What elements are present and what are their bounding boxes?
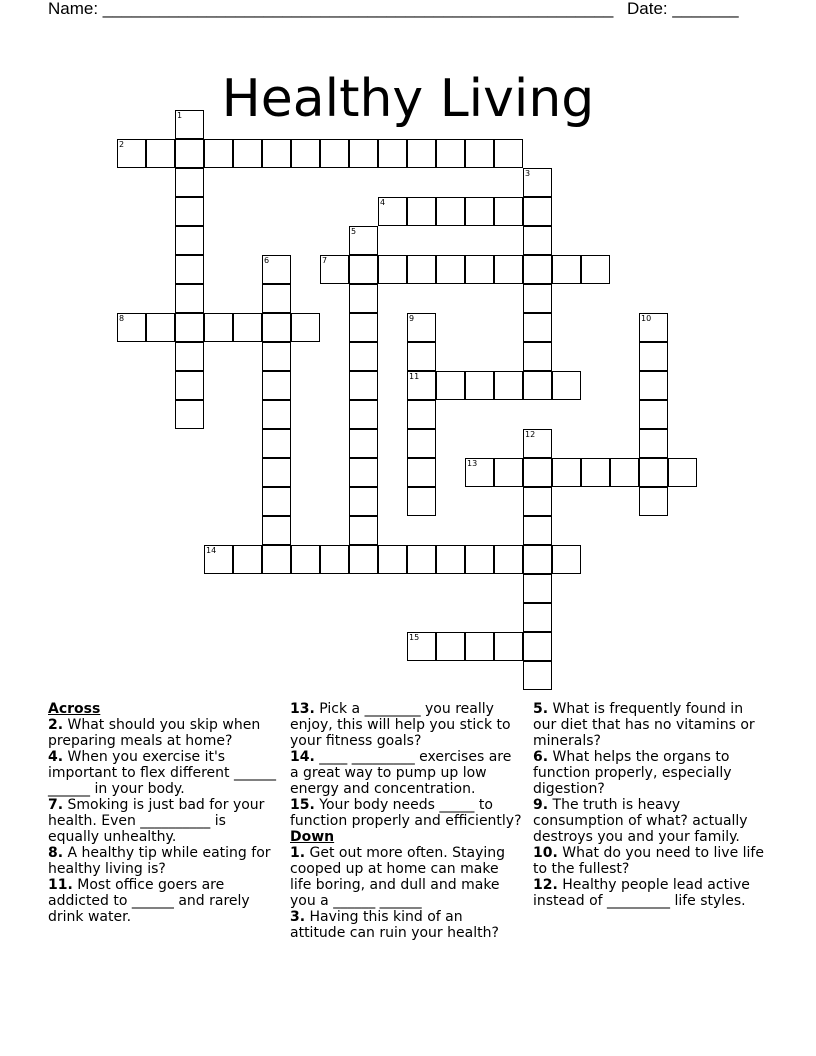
grid-cell[interactable]: [552, 458, 581, 487]
grid-cell[interactable]: [407, 487, 436, 516]
down-heading: Down: [290, 829, 335, 845]
grid-cell[interactable]: [117, 313, 146, 342]
clue-number: 6.: [533, 749, 549, 765]
clue-text: What should you skip when preparing meals at home?: [48, 717, 261, 749]
grid-cell[interactable]: [523, 429, 552, 458]
grid-cell[interactable]: [523, 487, 552, 516]
clue-item: [290, 701, 522, 749]
cell-number: 8: [119, 314, 125, 323]
grid-cell[interactable]: [465, 139, 494, 168]
grid-cell[interactable]: [436, 197, 465, 226]
grid-cell[interactable]: [407, 371, 436, 400]
grid-cell[interactable]: [262, 371, 291, 400]
clue-text: What is frequently found in our diet that has no vitamins or minerals?: [533, 701, 755, 749]
grid-cell[interactable]: [320, 545, 349, 574]
clue-number: 3.: [290, 909, 306, 925]
clue-item: [290, 797, 522, 829]
grid-cell[interactable]: [175, 168, 204, 197]
clue-text: Healthy people lead active instead of _________ life styles.: [533, 877, 750, 909]
grid-cell[interactable]: [349, 400, 378, 429]
cell-number: 10: [641, 314, 652, 323]
grid-cell[interactable]: [175, 255, 204, 284]
clue-item: [533, 749, 765, 797]
grid-cell[interactable]: [349, 342, 378, 371]
clue-text: What helps the organs to function properly, especially digestion?: [533, 749, 732, 797]
grid-cell[interactable]: [175, 313, 204, 342]
grid-cell[interactable]: [436, 139, 465, 168]
cell-number: 13: [467, 459, 478, 468]
grid-cell[interactable]: [349, 313, 378, 342]
grid-cell[interactable]: [523, 255, 552, 284]
clue-number: 15.: [290, 797, 315, 813]
grid-cell[interactable]: [349, 545, 378, 574]
grid-cell[interactable]: [204, 545, 233, 574]
clue-text: Smoking is just bad for your health. Even __________ is equally unhealthy.: [48, 797, 265, 845]
clue-number: 9.: [533, 797, 549, 813]
grid-cell[interactable]: [320, 139, 349, 168]
grid-cell[interactable]: [262, 313, 291, 342]
grid-cell[interactable]: [523, 342, 552, 371]
grid-cell[interactable]: [552, 255, 581, 284]
grid-cell[interactable]: [378, 545, 407, 574]
clue-text: Most office goers are addicted to ______ and rarely drink water.: [48, 877, 250, 925]
grid-cell[interactable]: [262, 516, 291, 545]
clue-number: 10.: [533, 845, 558, 861]
clue-item: [48, 749, 280, 797]
grid-cell[interactable]: [407, 255, 436, 284]
grid-cell[interactable]: [349, 284, 378, 313]
grid-cell[interactable]: [523, 168, 552, 197]
grid-cell[interactable]: [436, 371, 465, 400]
cell-number: 2: [119, 140, 125, 149]
cell-number: 14: [206, 546, 217, 555]
grid-cell[interactable]: [175, 139, 204, 168]
cell-number: 4: [380, 198, 386, 207]
grid-cell[interactable]: [523, 284, 552, 313]
clue-number: 2.: [48, 717, 64, 733]
grid-cell[interactable]: [407, 429, 436, 458]
grid-cell[interactable]: [146, 313, 175, 342]
grid-cell[interactable]: [262, 284, 291, 313]
grid-cell[interactable]: [639, 400, 668, 429]
clue-number: 8.: [48, 845, 64, 861]
grid-cell[interactable]: [465, 458, 494, 487]
grid-cell[interactable]: [262, 487, 291, 516]
grid-cell[interactable]: [262, 139, 291, 168]
grid-cell[interactable]: [349, 226, 378, 255]
puzzle-title: Healthy Living: [221, 68, 595, 129]
grid-cell[interactable]: [175, 400, 204, 429]
grid-cell[interactable]: [204, 313, 233, 342]
grid-cell[interactable]: [436, 632, 465, 661]
grid-cell[interactable]: [523, 603, 552, 632]
grid-cell[interactable]: [378, 197, 407, 226]
grid-cell[interactable]: [233, 139, 262, 168]
cell-number: 6: [264, 256, 270, 265]
grid-cell[interactable]: [262, 400, 291, 429]
clue-item: [533, 701, 765, 749]
grid-cell[interactable]: [407, 545, 436, 574]
grid-cell[interactable]: [465, 545, 494, 574]
grid-cell[interactable]: [494, 632, 523, 661]
grid-cell[interactable]: [204, 139, 233, 168]
grid-cell[interactable]: [494, 371, 523, 400]
grid-cell[interactable]: [523, 545, 552, 574]
clue-text: ____ _________ exercises are a great way to pump up low energy and concentration.: [290, 749, 512, 797]
grid-cell[interactable]: [349, 516, 378, 545]
grid-cell[interactable]: [523, 574, 552, 603]
grid-cell[interactable]: [291, 139, 320, 168]
grid-cell[interactable]: [668, 458, 697, 487]
clue-number: 1.: [290, 845, 306, 861]
grid-cell[interactable]: [639, 458, 668, 487]
clue-column-2: [290, 701, 522, 941]
grid-cell[interactable]: [494, 458, 523, 487]
grid-cell[interactable]: [175, 110, 204, 139]
grid-cell[interactable]: [233, 545, 262, 574]
grid-cell[interactable]: [175, 284, 204, 313]
grid-cell[interactable]: [552, 545, 581, 574]
grid-cell[interactable]: [494, 139, 523, 168]
grid-cell[interactable]: [349, 139, 378, 168]
clue-item: [48, 845, 280, 877]
clue-text: Having this kind of an attitude can ruin your health?: [290, 909, 499, 941]
cell-number: 11: [409, 372, 420, 381]
cell-number: 12: [525, 430, 536, 439]
clue-number: 11.: [48, 877, 73, 893]
cell-number: 3: [525, 169, 531, 178]
cell-number: 1: [177, 111, 183, 120]
grid-cell[interactable]: [349, 371, 378, 400]
across-heading: Across: [48, 701, 101, 717]
grid-cell[interactable]: [523, 661, 552, 690]
grid-cell[interactable]: [291, 313, 320, 342]
cell-number: 5: [351, 227, 357, 236]
grid-cell[interactable]: [523, 632, 552, 661]
grid-cell[interactable]: [639, 313, 668, 342]
grid-cell[interactable]: [378, 139, 407, 168]
grid-cell[interactable]: [523, 197, 552, 226]
clue-text: The truth is heavy consumption of what? actually destroys you and your family.: [533, 797, 748, 845]
grid-cell[interactable]: [523, 226, 552, 255]
grid-cell[interactable]: [349, 429, 378, 458]
grid-cell[interactable]: [349, 255, 378, 284]
grid-cell[interactable]: [378, 255, 407, 284]
grid-cell[interactable]: [262, 458, 291, 487]
grid-cell[interactable]: [146, 139, 175, 168]
grid-cell[interactable]: [175, 197, 204, 226]
clue-number: 7.: [48, 797, 64, 813]
grid-cell[interactable]: [639, 342, 668, 371]
grid-cell[interactable]: [436, 545, 465, 574]
clue-text: Get out more often. Staying cooped up at home can make life boring, and dull and make you a ______ ______: [290, 845, 506, 909]
grid-cell[interactable]: [407, 313, 436, 342]
grid-cell[interactable]: [610, 458, 639, 487]
grid-cell[interactable]: [639, 429, 668, 458]
clue-number: 12.: [533, 877, 558, 893]
grid-cell[interactable]: [523, 516, 552, 545]
grid-cell[interactable]: [465, 255, 494, 284]
grid-cell[interactable]: [436, 255, 465, 284]
clue-item: [48, 797, 280, 845]
clue-number: 5.: [533, 701, 549, 717]
clue-column-1: [48, 701, 280, 925]
clue-item: [290, 749, 522, 797]
grid-cell[interactable]: [494, 545, 523, 574]
grid-cell[interactable]: [262, 429, 291, 458]
clue-item: [48, 877, 280, 925]
grid-cell[interactable]: [639, 371, 668, 400]
clue-item: [533, 797, 765, 845]
grid-cell[interactable]: [407, 458, 436, 487]
grid-cell[interactable]: [262, 255, 291, 284]
clue-text: A healthy tip while eating for healthy living is?: [48, 845, 271, 877]
grid-cell[interactable]: [465, 197, 494, 226]
grid-cell[interactable]: [117, 139, 146, 168]
grid-cell[interactable]: [494, 255, 523, 284]
clue-text: What do you need to live life to the fullest?: [533, 845, 764, 877]
grid-cell[interactable]: [407, 400, 436, 429]
grid-cell[interactable]: [175, 226, 204, 255]
name-field-label: Name: ______________________________________________________: [48, 0, 614, 18]
grid-cell[interactable]: [262, 342, 291, 371]
clue-text: Your body needs _____ to function properly and efficiently?: [290, 797, 522, 829]
clue-number: 13.: [290, 701, 315, 717]
clue-column-3: [533, 701, 765, 909]
grid-cell[interactable]: [581, 255, 610, 284]
grid-cell[interactable]: [523, 458, 552, 487]
grid-cell[interactable]: [349, 458, 378, 487]
grid-cell[interactable]: [175, 371, 204, 400]
clue-text: When you exercise it's important to flex different ______ ______ in your body.: [48, 749, 276, 797]
cell-number: 9: [409, 314, 415, 323]
clue-text: Pick a ________ you really enjoy, this will help you stick to your fitness goals?: [290, 701, 511, 749]
grid-cell[interactable]: [552, 371, 581, 400]
clue-item: [533, 845, 765, 877]
grid-cell[interactable]: [233, 313, 262, 342]
grid-cell[interactable]: [494, 197, 523, 226]
grid-cell[interactable]: [581, 458, 610, 487]
grid-cell[interactable]: [465, 371, 494, 400]
clue-item: [533, 877, 765, 909]
cell-number: 7: [322, 256, 328, 265]
grid-cell[interactable]: [407, 342, 436, 371]
grid-cell[interactable]: [639, 487, 668, 516]
grid-cell[interactable]: [349, 487, 378, 516]
grid-cell[interactable]: [465, 632, 494, 661]
date-field-label: Date: _______: [627, 0, 739, 18]
grid-cell[interactable]: [175, 342, 204, 371]
grid-cell[interactable]: [523, 371, 552, 400]
grid-cell[interactable]: [291, 545, 320, 574]
grid-cell[interactable]: [320, 255, 349, 284]
clue-item: [290, 909, 522, 941]
grid-cell[interactable]: [407, 632, 436, 661]
grid-cell[interactable]: [262, 545, 291, 574]
clue-number: 4.: [48, 749, 64, 765]
grid-cell[interactable]: [407, 197, 436, 226]
clue-item: [48, 717, 280, 749]
grid-cell[interactable]: [407, 139, 436, 168]
grid-cell[interactable]: [523, 313, 552, 342]
cell-number: 15: [409, 633, 420, 642]
clue-item: [290, 845, 522, 909]
clue-number: 14.: [290, 749, 315, 765]
